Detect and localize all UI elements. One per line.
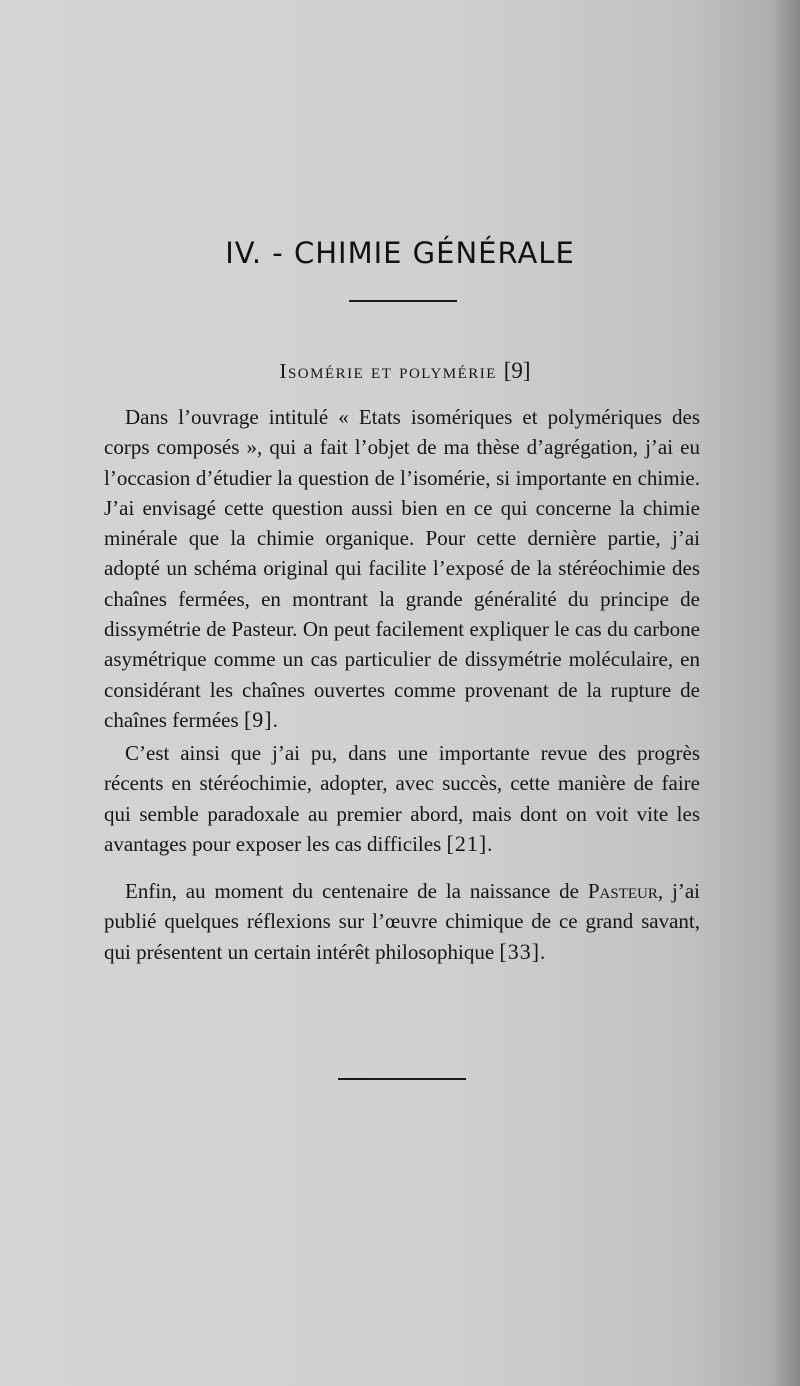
paragraph-text: C’est ainsi que j’ai pu, dans une importante revue des progrès récents en stéréochimie, adopter, avec succès, cette manière de faire qui semble paradoxale au premier abord, mais dont on voit vite les avantages pour exposer les cas difficiles — [104, 741, 700, 856]
paragraph-end: . — [540, 939, 546, 964]
paragraph-pasteur — [104, 876, 700, 967]
section-reference: [9] — [503, 358, 531, 383]
paragraph-text: Dans l’ouvrage intitulé « Etats isomériques et polymériques des corps composés », qui a fait l’objet de ma thèse d’agrégation, j’ai eu l’occasion d’étudier la question de l’isomérie, si importante en chimie. J’ai envisagé cette question aussi bien en ce qui concerne la chimie minérale que la chimie organique. Pour cette dernière partie, j’ai adopté un schéma original qui facilite l’exposé de la stéréochimie des chaînes fermées, en montrant la grande généralité du principe de dissymétrie de Pasteur. On peut facilement expliquer le cas du carbone asymétrique comme un cas particulier de dissymétrie moléculaire, en considérant les chaînes ouvertes comme provenant de la rupture de chaînes fermées — [104, 405, 700, 732]
title-rule — [349, 300, 457, 302]
chapter-title: IV. - CHIMIE GÉNÉRALE — [225, 236, 575, 270]
paragraph-text-before: Enfin, au moment du centenaire de la naissance de — [125, 879, 588, 903]
end-rule — [338, 1078, 466, 1080]
paragraph-end: . — [272, 707, 278, 732]
paragraph-text-after: , j’ai publié quelques réflexions sur l’œuvre chimique de ce grand savant, qui présentent un certain intérêt philosophique — [104, 879, 701, 964]
paragraph-isomerie — [104, 402, 700, 735]
paragraph-end: . — [487, 831, 493, 856]
page-edge-shadow — [770, 0, 800, 1386]
section-title: Isomérie et polymérie — [279, 359, 497, 383]
citation-reference: [9] — [243, 706, 273, 732]
paragraph-stereochimie — [104, 738, 700, 859]
section-heading — [0, 358, 800, 384]
name-pasteur: Pasteur — [587, 879, 658, 903]
citation-reference: [21] — [446, 830, 488, 856]
citation-reference: [33] — [499, 938, 541, 964]
